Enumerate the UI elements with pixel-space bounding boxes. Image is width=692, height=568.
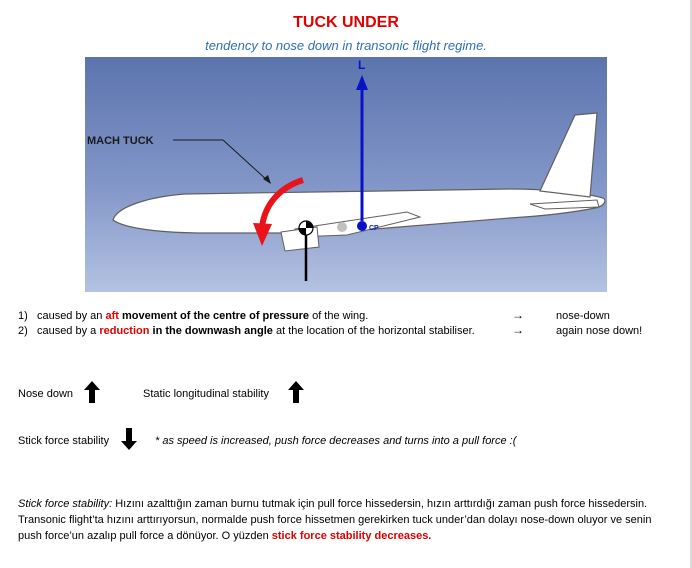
tuck-under-diagram [85, 57, 607, 292]
arrow-up-icon [288, 381, 304, 403]
nose-down-label: Nose down [18, 388, 74, 400]
cp-label: CP [369, 225, 379, 232]
arrow-down-icon [121, 428, 137, 450]
item-1-result: nose-down [556, 310, 610, 322]
item-2-bold: in the downwash angle [149, 325, 273, 337]
explanation-paragraph [18, 496, 668, 544]
page-title: TUCK UNDER [293, 14, 399, 31]
item-1-bold: movement of the centre of pressure [118, 310, 310, 322]
item-2-result: again nose down! [556, 325, 643, 337]
item-1-highlight: aft [105, 310, 119, 322]
item-2-arrow: → [512, 323, 524, 337]
list-item-2 [18, 325, 475, 337]
arrow-up-icon [84, 381, 100, 403]
item-2-post: at the location of the horizontal stabiliser. [272, 325, 475, 337]
item-1-arrow: → [512, 308, 524, 322]
page-subtitle: tendency to nose down in transonic flight regime. [205, 38, 487, 53]
item-1-pre: caused by an [36, 310, 106, 322]
paragraph-body: Hızını azalttığın zaman burnu tutmak için pull force hissedersin, hızın arttırdığı zaman push force hissedersin. Transonic flight’ta hızını arttırıyorsun, normalde push force hissetmen gerekirken tuck under’dan dolayı nose-down oluyor ve senin push force’un azalıp pull force a dönüyor. O yüzden [18, 498, 652, 542]
list-item-1 [18, 310, 368, 322]
stick-force-note: * as speed is increased, push force decreases and turns into a pull force :( [155, 435, 517, 447]
item-2-pre: caused by a [36, 325, 100, 337]
item-1-number: 1) [18, 310, 28, 322]
mach-tuck-label: MACH TUCK [87, 135, 154, 147]
sky-background [85, 57, 607, 292]
paragraph-lead: Stick force stability: [18, 498, 113, 510]
item-2-highlight: reduction [99, 325, 150, 337]
paragraph-emphasis: stick force stability decreases. [271, 530, 432, 542]
item-2-number: 2) [18, 325, 28, 337]
lift-label: L [358, 58, 366, 72]
cp-dot [357, 221, 367, 231]
item-1-post: of the wing. [309, 310, 369, 322]
static-stability-label: Static longitudinal stability [143, 388, 269, 400]
stick-force-label: Stick force stability [18, 435, 110, 447]
old-cp-dot [337, 222, 347, 232]
